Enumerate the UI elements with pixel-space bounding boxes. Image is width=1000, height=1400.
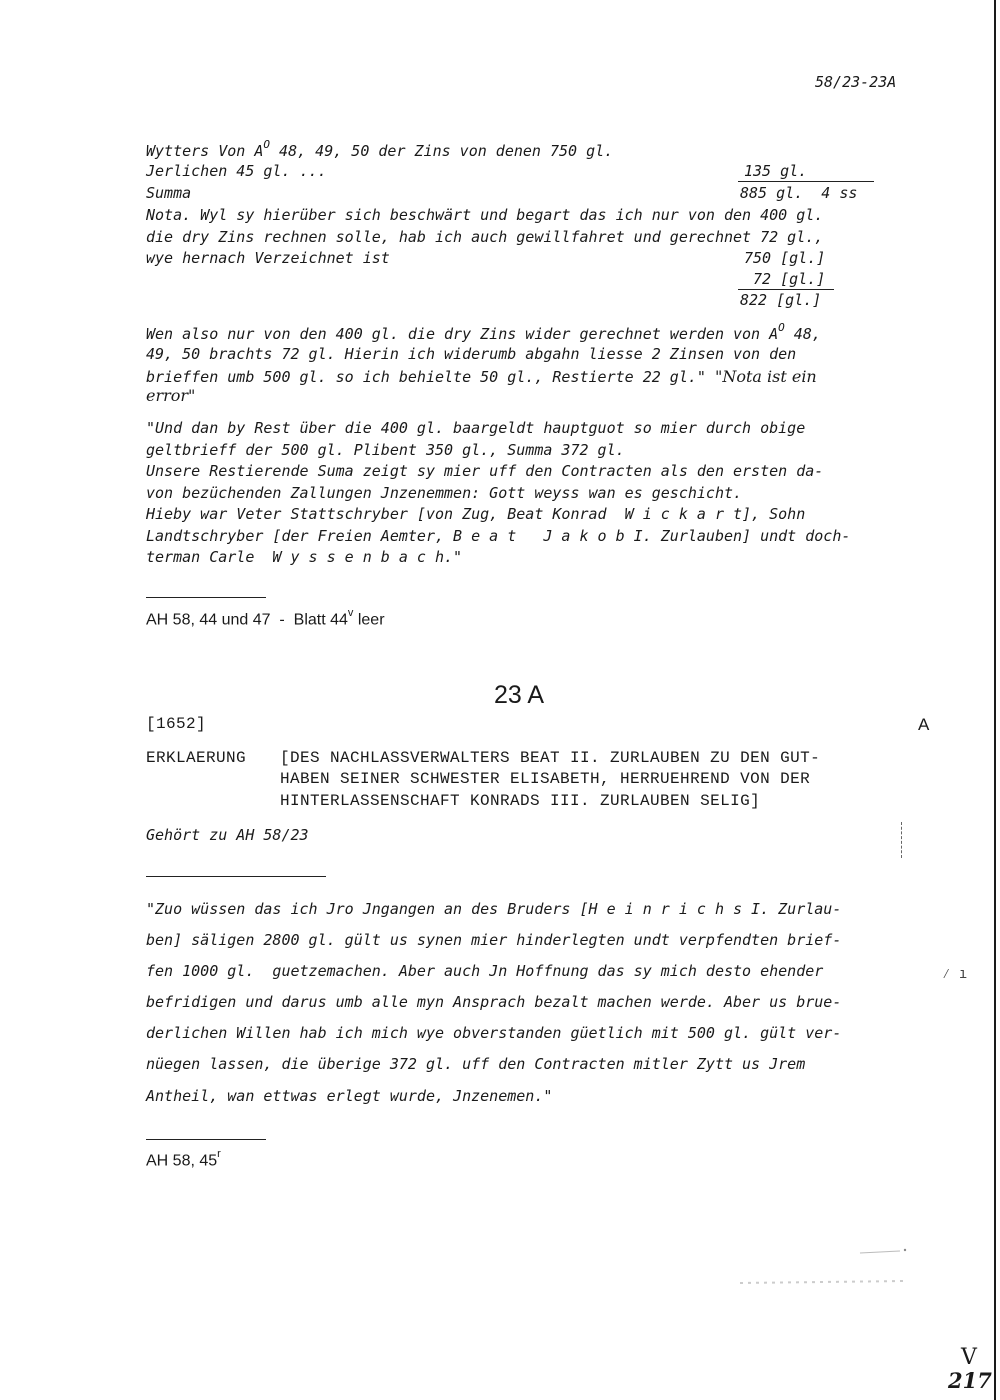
margin-mark bbox=[901, 822, 902, 858]
text-line: Hieby war Veter Stattschryber [von Zug, Beat Konrad W i c k a r t], Sohn bbox=[146, 505, 806, 523]
quote-line: "Zuo wüssen das ich Jro Jngangen an des Bruders [H e i n r i c h s I. Zurlau- bbox=[146, 900, 842, 918]
archive-reference: AH 58, 44 und 47 - Blatt 44$^v$ leer bbox=[146, 607, 385, 629]
text-line: die dry Zins rechnen solle, hab ich auch gewillfahret und gerechnet 72 gl., bbox=[146, 228, 824, 246]
section-letter: A bbox=[918, 715, 930, 734]
text-line: Wytters Von $A^O$ 48, 49, 50 der Zins von denen 750 gl. bbox=[146, 138, 614, 160]
calc-value: 750 [gl.] bbox=[744, 249, 826, 267]
footnote-rule bbox=[146, 1139, 266, 1140]
text-line: terman Carle W y s s e n b a c h." bbox=[146, 548, 463, 566]
section-number: 23 A bbox=[494, 681, 545, 709]
page-reference: 58/23-23A bbox=[815, 73, 897, 91]
text-line: Summa bbox=[146, 184, 192, 202]
text-line: geltbrieff der 500 gl. Plibent 350 gl., Summa 372 gl. bbox=[146, 441, 625, 459]
folio-mark: V bbox=[961, 1345, 977, 1370]
smudge bbox=[860, 1251, 900, 1253]
quote-line: derlichen Willen hab ich mich wye obverstanden güetlich mit 500 gl. gült ver- bbox=[146, 1024, 842, 1042]
text-line: Landtschryber [der Freien Aemter, B e a t J a k o b I. Zurlauben] undt doch- bbox=[146, 527, 851, 545]
sum-rule bbox=[738, 181, 874, 182]
speck bbox=[904, 1249, 906, 1251]
amount: 885 gl. 4 ss bbox=[740, 184, 858, 202]
footnote-rule bbox=[146, 597, 266, 598]
quote-line: befridigen und darus umb alle myn Ansprach bezalt machen werde. Aber us brue- bbox=[146, 993, 842, 1011]
smudge bbox=[740, 1281, 905, 1283]
heading-label: ERKLAERUNG bbox=[146, 749, 247, 767]
quote-line: Antheil, wan ettwas erlegt wurde, Jnzenemen." bbox=[146, 1087, 553, 1105]
text-line: Unsere Restierende Suma zeigt sy mier uff den Contracten als den ersten da- bbox=[146, 462, 824, 480]
heading-text: [DES NACHLASSVERWALTERS BEAT II. ZURLAUBEN ZU DEN GUT- bbox=[280, 749, 821, 767]
quote-line: fen 1000 gl. guetzemachen. Aber auch Jn Hoffnung das sy mich desto ehender bbox=[146, 962, 824, 980]
calc-value: 72 [gl.] bbox=[753, 270, 826, 288]
heading-text: HINTERLASSENSCHAFT KONRADS III. ZURLAUBEN SELIG] bbox=[280, 792, 761, 810]
quote-rule bbox=[146, 876, 326, 877]
calc-value: 822 [gl.] bbox=[740, 291, 822, 309]
text-line: Wen also nur von den 400 gl. die dry Zins wider gerechnet werden von $A^O$ 48, bbox=[146, 321, 821, 343]
archive-reference: AH 58, 45$^r$ bbox=[146, 1148, 221, 1170]
handwritten-note: "Nota ist ein bbox=[714, 367, 817, 386]
text-line: wye hernach Verzeichnet ist bbox=[146, 249, 390, 267]
scan-noise bbox=[730, 1225, 930, 1305]
text-line: von bezüchenden Zallungen Jnzenemmen: Gott weyss wan es geschicht. bbox=[146, 484, 743, 502]
scan-edge bbox=[994, 0, 996, 1400]
text-line: 49, 50 brachts 72 gl. Hierin ich widerumb abgahn liesse 2 Zinsen von den bbox=[146, 345, 797, 363]
quote-line: ben] säligen 2800 gl. gült us synen mier hinderlegten undt verpfendten brief- bbox=[146, 931, 842, 949]
sum-rule bbox=[738, 289, 834, 290]
text-line: Nota. Wyl sy hierüber sich beschwärt und begart das ich nur von den 400 gl. bbox=[146, 206, 824, 224]
heading-text: HABEN SEINER SCHWESTER ELISABETH, HERRUEHREND VON DER bbox=[280, 770, 811, 788]
text-line: "Und dan by Rest über die 400 gl. baargeldt hauptguot so mier durch obige bbox=[146, 419, 806, 437]
amount: 135 gl. bbox=[744, 162, 808, 180]
section-date: [1652] bbox=[146, 715, 207, 733]
belongs-to-note: Gehört zu AH 58/23 bbox=[146, 826, 309, 844]
quote-line: nüegen lassen, die überige 372 gl. uff den Contracten mitler Zytt us Jrem bbox=[146, 1055, 806, 1073]
text-line: Jerlichen 45 gl. ... bbox=[146, 162, 327, 180]
text-line: brieffen umb 500 gl. so ich behielte 50 gl., Restierte 22 gl." "Nota ist ein bbox=[146, 367, 817, 386]
folio-number: 217 bbox=[948, 1368, 992, 1393]
handwritten-note: error" bbox=[146, 386, 196, 405]
margin-tick: ⁄ ı bbox=[942, 966, 968, 982]
